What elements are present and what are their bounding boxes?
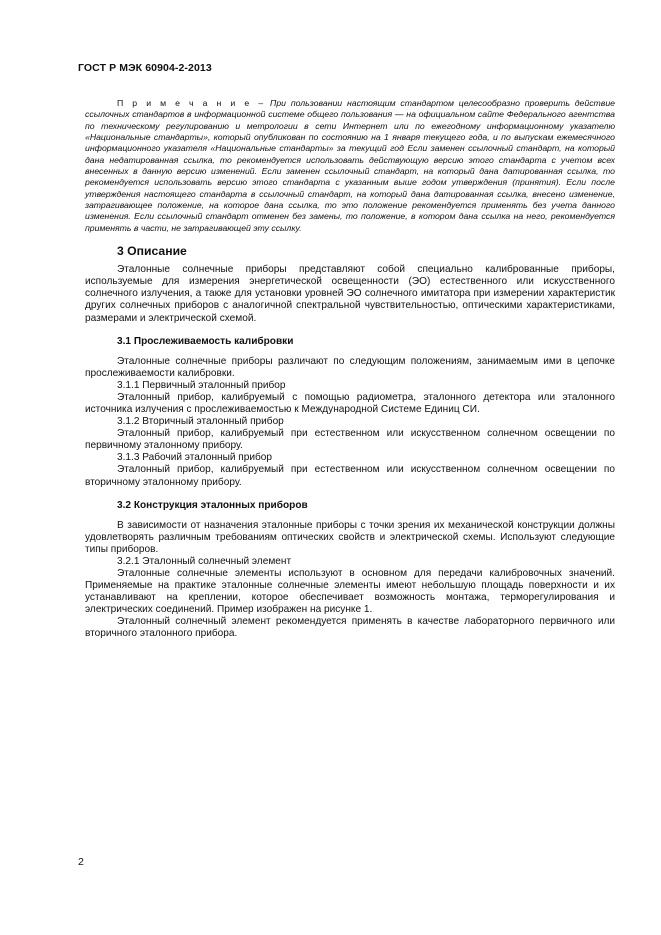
section-3-intro: Эталонные солнечные приборы представляют собой специально калиброванные приборы, используемые для измерения энергетической освещенности (ЭО) естественного или искусственного солнечного излучения, а также для установки уровней ЭО солнечного имитатора при измерении характеристик других солнечных приборов с аналогичной спектральной чувствительностью, оптическими характеристиками, размерами и электрической схемой. bbox=[85, 264, 615, 324]
section-3-2-heading: 3.2 Конструкция эталонных приборов bbox=[117, 499, 308, 511]
page-number: 2 bbox=[78, 856, 84, 868]
clause-3-1-2-title: 3.1.2 Вторичный эталонный прибор bbox=[117, 416, 284, 428]
section-3-heading: 3 Описание bbox=[117, 244, 187, 259]
section-3-1-heading: 3.1 Прослеживаемость калибровки bbox=[117, 335, 294, 347]
clause-3-1-1-title: 3.1.1 Первичный эталонный прибор bbox=[117, 379, 286, 391]
clause-3-1-3-title: 3.1.3 Рабочий эталонный прибор bbox=[117, 452, 273, 464]
document-body bbox=[85, 98, 615, 641]
paragraph: Эталонные солнечные приборы различают по следующим положениям, занимаемым ими в цепочке прослеживаемости калибровки. bbox=[85, 355, 615, 379]
document-header: ГОСТ Р МЭК 60904-2-2013 bbox=[78, 62, 212, 74]
paragraph: Эталонный прибор, калибруемый с помощью радиометра, эталонного детектора или эталонного источника излучения с прослеживаемостью к Международной Системе Единиц СИ. bbox=[85, 391, 615, 415]
paragraph: В зависимости от назначения эталонные приборы с точки зрения их механической конструкции должны удовлетворять различным требованиям оптических свойств и электрической схемы. Используют следующие типы приборов. bbox=[85, 519, 615, 555]
reference-note bbox=[85, 98, 615, 234]
paragraph: Эталонные солнечные элементы используют в основном для передачи калибровочных значений. Применяемые на практике эталонные солнечные элементы имеют небольшую площадь поверхности и их устанавливают на креплении, которое обеспечивает возможность монтажа, терморегулирования и электрических соединений. Пример изображен на рисунке 1. bbox=[85, 568, 615, 616]
note-text: При пользовании настоящим стандартом целесообразно проверить действие ссылочных стандартов в информационной системе общего пользования — на официальном сайте Федерального агентства по техническому регулированию и метрологии в сети Интернет или по ежегодному информационному указателю «Национальные стандарты», который опубликован по состоянию на 1 января текущего года, и по выпускам ежемесячного информационного указателя «Национальные стандарты» за текущий год Если заменен ссылочный стандарт, на который дана недатированная ссылка, то рекомендуется использовать действующую версию этого стандарта с учетом всех внесенных в данную версию изменений. Если заменен ссылочный стандарт, на который дана датированная ссылка, то рекомендуется использовать версию этого стандарта с указанным выше годом утверждения (принятия). Если после утверждения настоящего стандарта в ссылочный стандарт, на который дана датированная ссылка, внесено изменение, затрагивающее положение, на которое дана ссылка, то это положение рекомендуется применять без учета данного изменения. Если ссылочный стандарт отменен без замены, то положение, в котором дана ссылка на него, рекомендуется применять в части, не затрагивающей эту ссылку. bbox=[85, 98, 615, 233]
paragraph: Эталонный прибор, калибруемый при естественном или искусственном солнечном освещении по вторичному эталонному прибору. bbox=[85, 464, 615, 488]
paragraph: Эталонный солнечный элемент рекомендуется применять в качестве лабораторного первичного или вторичного эталонного прибора. bbox=[85, 616, 615, 640]
note-prefix: П р и м е ч а н и е – bbox=[117, 98, 266, 108]
paragraph: Эталонный прибор, калибруемый при естественном или искусственном солнечном освещении по первичному эталонному прибору. bbox=[85, 428, 615, 452]
clause-3-2-1-title: 3.2.1 Эталонный солнечный элемент bbox=[117, 555, 292, 567]
